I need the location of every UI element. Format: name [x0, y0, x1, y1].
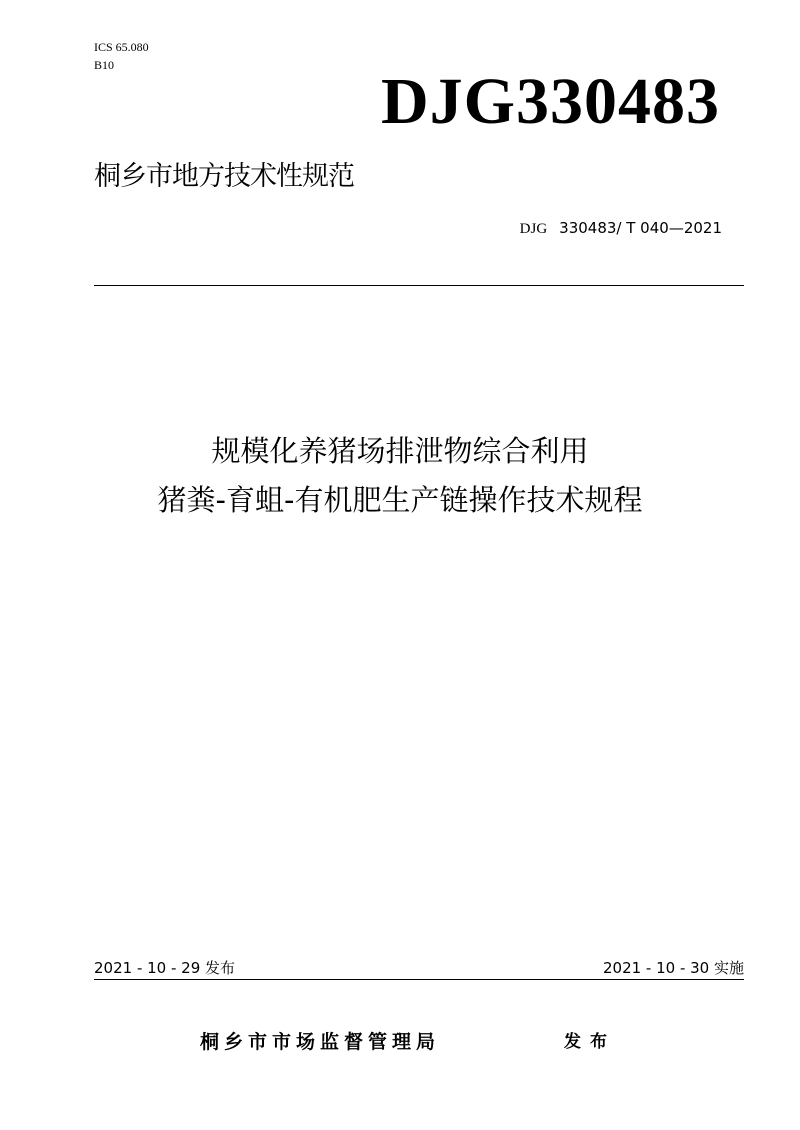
issue-label: 发布 — [564, 1032, 616, 1052]
document-title-line-1: 规模化养猪场排泄物综合利用 — [211, 434, 589, 468]
issuing-authority: 桐乡市市场监督管理局 — [200, 1031, 441, 1053]
implementation-date: 2021 - 10 - 30 实施 — [602, 959, 744, 977]
document-title-line-2: 猪粪-育蛆-有机肥生产链操作技术规程 — [157, 483, 643, 517]
standard-number — [520, 218, 722, 239]
standard-number-prefix: DJG — [519, 221, 548, 237]
ics-code: ICS 65.080 — [94, 40, 149, 54]
header-divider — [94, 285, 744, 286]
classification-code: B10 — [94, 58, 115, 72]
standard-mark: DJG330483 — [381, 65, 720, 138]
standard-category: 桐乡市地方技术性规范 — [94, 161, 354, 192]
standard-number-value: 330483/ T 040—2021 — [559, 219, 722, 237]
date-divider — [94, 979, 744, 980]
issue-date: 2021 - 10 - 29 发布 — [94, 959, 236, 977]
